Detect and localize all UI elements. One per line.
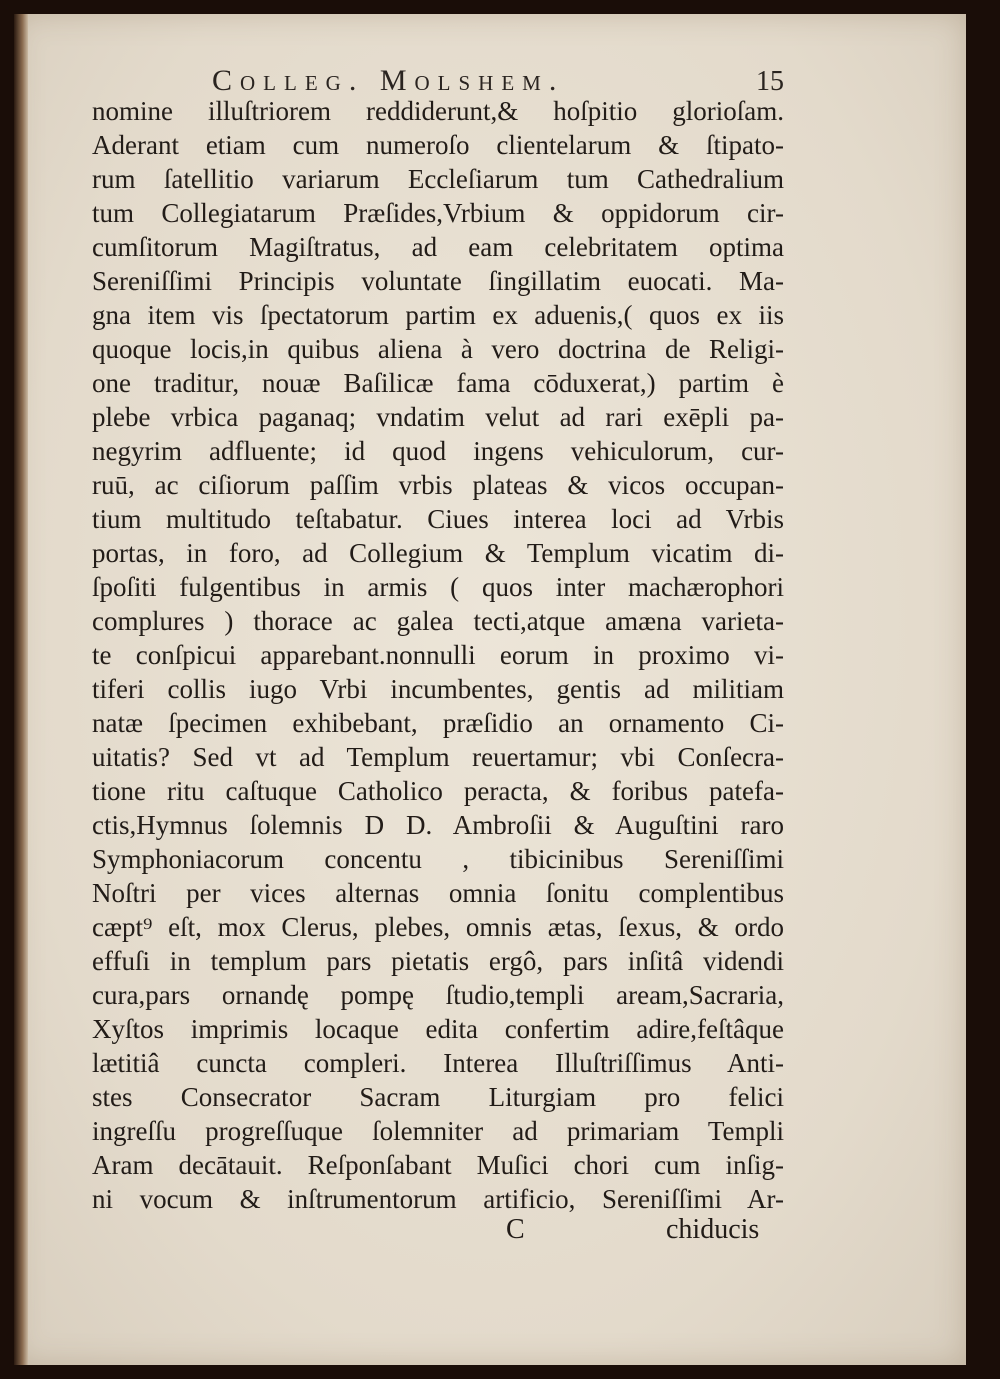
text-line: negyrim adfluente; id quod ingens vehiculorum, cur- (92, 436, 784, 466)
catchword: chiducis (666, 1214, 760, 1245)
text-line: Aram decātauit. Reſponſabant Muſici chori cum inſig- (92, 1150, 784, 1180)
body-text (92, 94, 784, 1216)
text-line: Xyſtos imprimis locaque edita confertim adire,feſtâque (92, 1014, 784, 1044)
text-line: Symphoniacorum concentu , tibicinibus Sereniſſimi (92, 844, 784, 874)
text-line: tum Collegiatarum Præſides,Vrbium & oppidorum cir- (92, 198, 784, 228)
text-line: cæpt⁹ eſt, mox Clerus, plebes, omnis ætas, ſexus, & ordo (92, 912, 784, 942)
text-line: Sereniſſimi Principis voluntate ſingillatim euocati. Ma- (92, 266, 784, 296)
text-line: complures ) thorace ac galea tecti,atque amæna varieta- (92, 606, 784, 636)
text-line: gna item vis ſpectatorum partim ex aduenis,( quos ex iis (92, 300, 784, 330)
running-head: Colleg. Molshem. (212, 64, 565, 97)
text-line: Aderant etiam cum numeroſo clientelarum & ſtipato- (92, 130, 784, 160)
text-line: stes Consecrator Sacram Liturgiam pro felici (92, 1082, 784, 1112)
signature-mark: C (506, 1214, 525, 1245)
text-line: Noſtri per vices alternas omnia ſonitu complentibus (92, 878, 784, 908)
book-gutter (14, 14, 28, 1365)
text-line: tione ritu caſtuque Catholico peracta, & foribus patefa- (92, 776, 784, 806)
text-line: cura,pars ornandę pompę ſtudio,templi aream,Sacraria, (92, 980, 784, 1010)
text-line: one traditur, nouæ Baſilicæ fama cōduxerat,) partim è (92, 368, 784, 398)
text-line: effuſi in templum pars pietatis ergô, pars inſitâ videndi (92, 946, 784, 976)
text-line: lætitiâ cuncta compleri. Interea Illuſtriſſimus Anti- (92, 1048, 784, 1078)
text-line: portas, in foro, ad Collegium & Templum vicatim di- (92, 538, 784, 568)
text-line: uitatis? Sed vt ad Templum reuertamur; vbi Conſecra- (92, 742, 784, 772)
page-number: 15 (756, 66, 784, 97)
text-line: plebe vrbica paganaq; vndatim velut ad rari exēpli pa- (92, 402, 784, 432)
text-line: tium multitudo teſtabatur. Ciues interea loci ad Vrbis (92, 504, 784, 534)
text-line: ingreſſu progreſſuque ſolemniter ad primariam Templi (92, 1116, 784, 1146)
text-line: quoque locis,in quibus aliena à vero doctrina de Religi- (92, 334, 784, 364)
text-line: ſpoſiti fulgentibus in armis ( quos inter machærophori (92, 572, 784, 602)
text-line: ruū, ac ciſiorum paſſim vrbis plateas & vicos occupan- (92, 470, 784, 500)
text-line: ctis,Hymnus ſolemnis D D. Ambroſii & Auguſtini raro (92, 810, 784, 840)
text-line: tiferi collis iugo Vrbi incumbentes, gentis ad militiam (92, 674, 784, 704)
text-line: nomine illuſtriorem reddiderunt,& hoſpitio glorioſam. (92, 96, 784, 126)
text-line: cumſitorum Magiſtratus, ad eam celebritatem optima (92, 232, 784, 262)
text-line: te conſpicui apparebant.nonnulli eorum in proximo vi- (92, 640, 784, 670)
text-line: ni vocum & inſtrumentorum artificio, Sereniſſimi Ar- (92, 1184, 784, 1214)
text-line: natæ ſpecimen exhibebant, præſidio an ornamento Ci- (92, 708, 784, 738)
text-line: rum ſatellitio variarum Eccleſiarum tum Cathedralium (92, 164, 784, 194)
book-page (14, 14, 966, 1365)
